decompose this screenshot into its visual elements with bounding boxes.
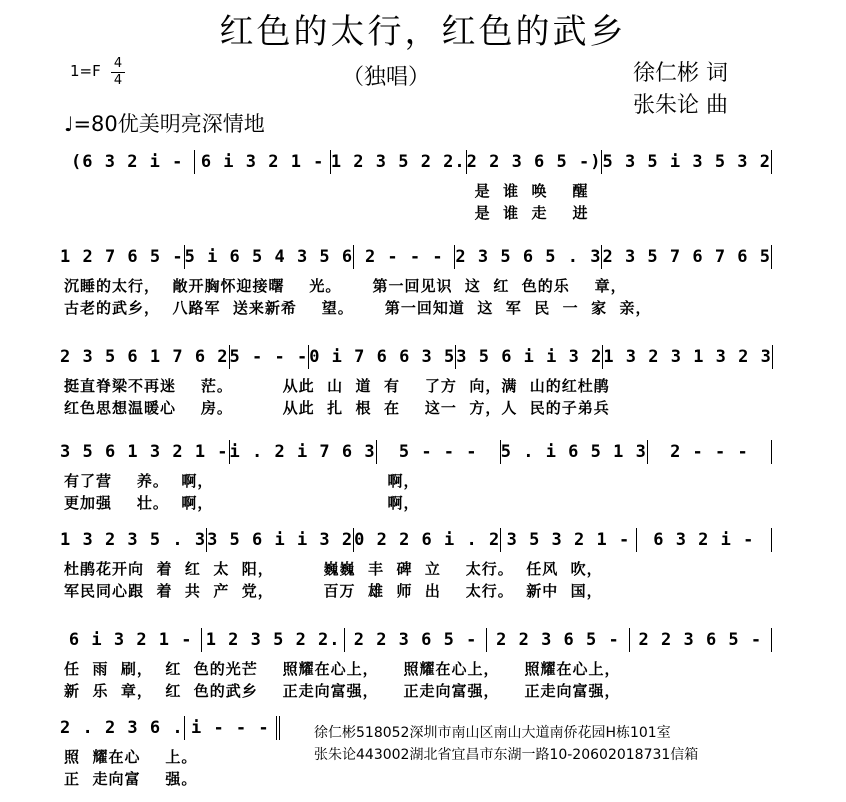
lyric-line: 新 乐 章， 红 色的武乡 正走向富强， 正走向富强， 正走向富强， — [64, 682, 621, 700]
score-system — [60, 345, 772, 369]
measure: 3 5 6 1 3 2 1 - — [60, 442, 229, 462]
tempo-value: =80 — [73, 112, 118, 136]
lyric-line: 有了营 养。 啊， 啊， — [64, 472, 420, 490]
measure: 1 3 2 3 1 3 2 3 — [603, 347, 772, 367]
measure: 6 i 3 2 1 - — [60, 628, 202, 652]
measure: 2 - - - — [354, 245, 455, 269]
time-signature-top: 4 — [113, 56, 123, 71]
lyricist-address: 徐仁彬518052深圳市南山区南山大道南侨花园H栋101室 — [314, 725, 671, 741]
measure: 6 i 3 2 1 - — [195, 150, 330, 174]
measure: 2 . 2 3 6 . — [60, 718, 184, 738]
lyric-line: 更加强 壮。 啊， 啊， — [64, 494, 420, 512]
measure: 3 5 3 2 1 - — [501, 528, 636, 552]
measure: 1 2 7 6 5 - — [60, 247, 184, 267]
lyric-line: 是 谁 唤 醒 — [64, 182, 589, 200]
measure: i - - - — [185, 716, 280, 740]
composer-address: 张朱论443002湖北省宜昌市东湖一路10-20602018731信箱 — [314, 747, 699, 763]
measure: 5 i 6 5 4 3 5 6 — [184, 247, 354, 267]
measure: 1 3 2 3 5 . 3 — [60, 530, 207, 550]
score-system — [60, 528, 772, 552]
lyric-line: 照 耀在心 上。 — [64, 748, 198, 766]
measure: 2 3 5 6 5 . 3 — [455, 247, 602, 267]
score-system — [60, 628, 772, 652]
measure: 6 3 2 i - — [637, 528, 772, 552]
measure: 3 5 6 i i 3 2 — [207, 530, 354, 550]
lyric-line: 沉睡的太行， 敞开胸怀迎接曙 光。 第一回见识 这 红 色的乐 章， — [64, 277, 627, 295]
key-signature: 1=F — [70, 62, 101, 80]
quarter-note-icon: ♩ — [64, 112, 74, 136]
measure: 0 2 2 6 i . 2 — [354, 530, 501, 550]
measure: 5 . i 6 5 1 3 — [500, 442, 647, 462]
measure: 1 2 3 5 2 2. — [330, 152, 466, 172]
lyric-line: 杜鹃花开向 着 红 太 阳， 巍巍 丰 碑 立 太行。 任风 吹， — [64, 560, 603, 578]
time-signature — [111, 57, 125, 88]
measure: 2 2 3 6 5 - — [345, 628, 487, 652]
lyric-line: 正 走向富 强。 — [64, 770, 198, 788]
score-system — [60, 245, 772, 269]
lyric-line: 红色思想温暖心 房。 从此 扎 根 在 这一 方，人 民的子弟兵 — [64, 399, 610, 417]
measure: 2 2 3 6 5 - — [487, 628, 629, 652]
lyric-line: 是 谁 走 进 — [64, 204, 589, 222]
measure: 3 5 6 i i 3 2 — [456, 347, 603, 367]
measure: 2 - - - — [648, 440, 772, 464]
expression-text: 优美明亮深情地 — [117, 112, 265, 136]
score-system — [60, 150, 772, 174]
measure: 0 i 7 6 6 3 5 — [309, 347, 456, 367]
measure: 5 - - - — [229, 347, 309, 367]
lyric-line: 军民同心跟 着 共 产 党， 百万 雄 师 出 太行。 新中 国， — [64, 582, 603, 600]
tempo-marking — [64, 108, 265, 138]
time-signature-bottom: 4 — [113, 73, 123, 88]
score-system — [60, 716, 280, 740]
measure: 2 2 3 6 5 - — [630, 628, 772, 652]
song-title: 红色的太行，红色的武乡 — [219, 12, 627, 52]
measure: 1 2 3 5 2 2. — [202, 628, 344, 652]
lyric-line: 挺直脊梁不再迷 茫。 从此 山 道 有 了方 向，满 山的红杜鹃 — [64, 377, 610, 395]
composer-credit: 张朱论 曲 — [633, 93, 728, 118]
score-system — [60, 440, 772, 464]
subtitle: （独唱） — [342, 65, 431, 90]
measure: (6 3 2 i - — [60, 150, 195, 174]
measure: i . 2 i 7 6 3 — [229, 442, 376, 462]
lyric-line: 古老的武乡， 八路军 送来新希 望。 第一回知道 这 军 民 一 家 亲， — [64, 299, 652, 317]
measure: 5 3 5 i 3 5 3 2 — [602, 152, 771, 172]
measure: 5 - - - — [377, 440, 501, 464]
lyric-line: 任 雨 刷， 红 色的光芒 照耀在心上， 照耀在心上， 照耀在心上， — [64, 660, 621, 678]
measure: 2 3 5 6 1 7 6 2 — [60, 347, 229, 367]
measure: 2 2 3 6 5 -) — [466, 152, 602, 172]
measure: 2 3 5 7 6 7 6 5 — [602, 247, 771, 267]
lyricist-credit: 徐仁彬 词 — [633, 61, 728, 86]
